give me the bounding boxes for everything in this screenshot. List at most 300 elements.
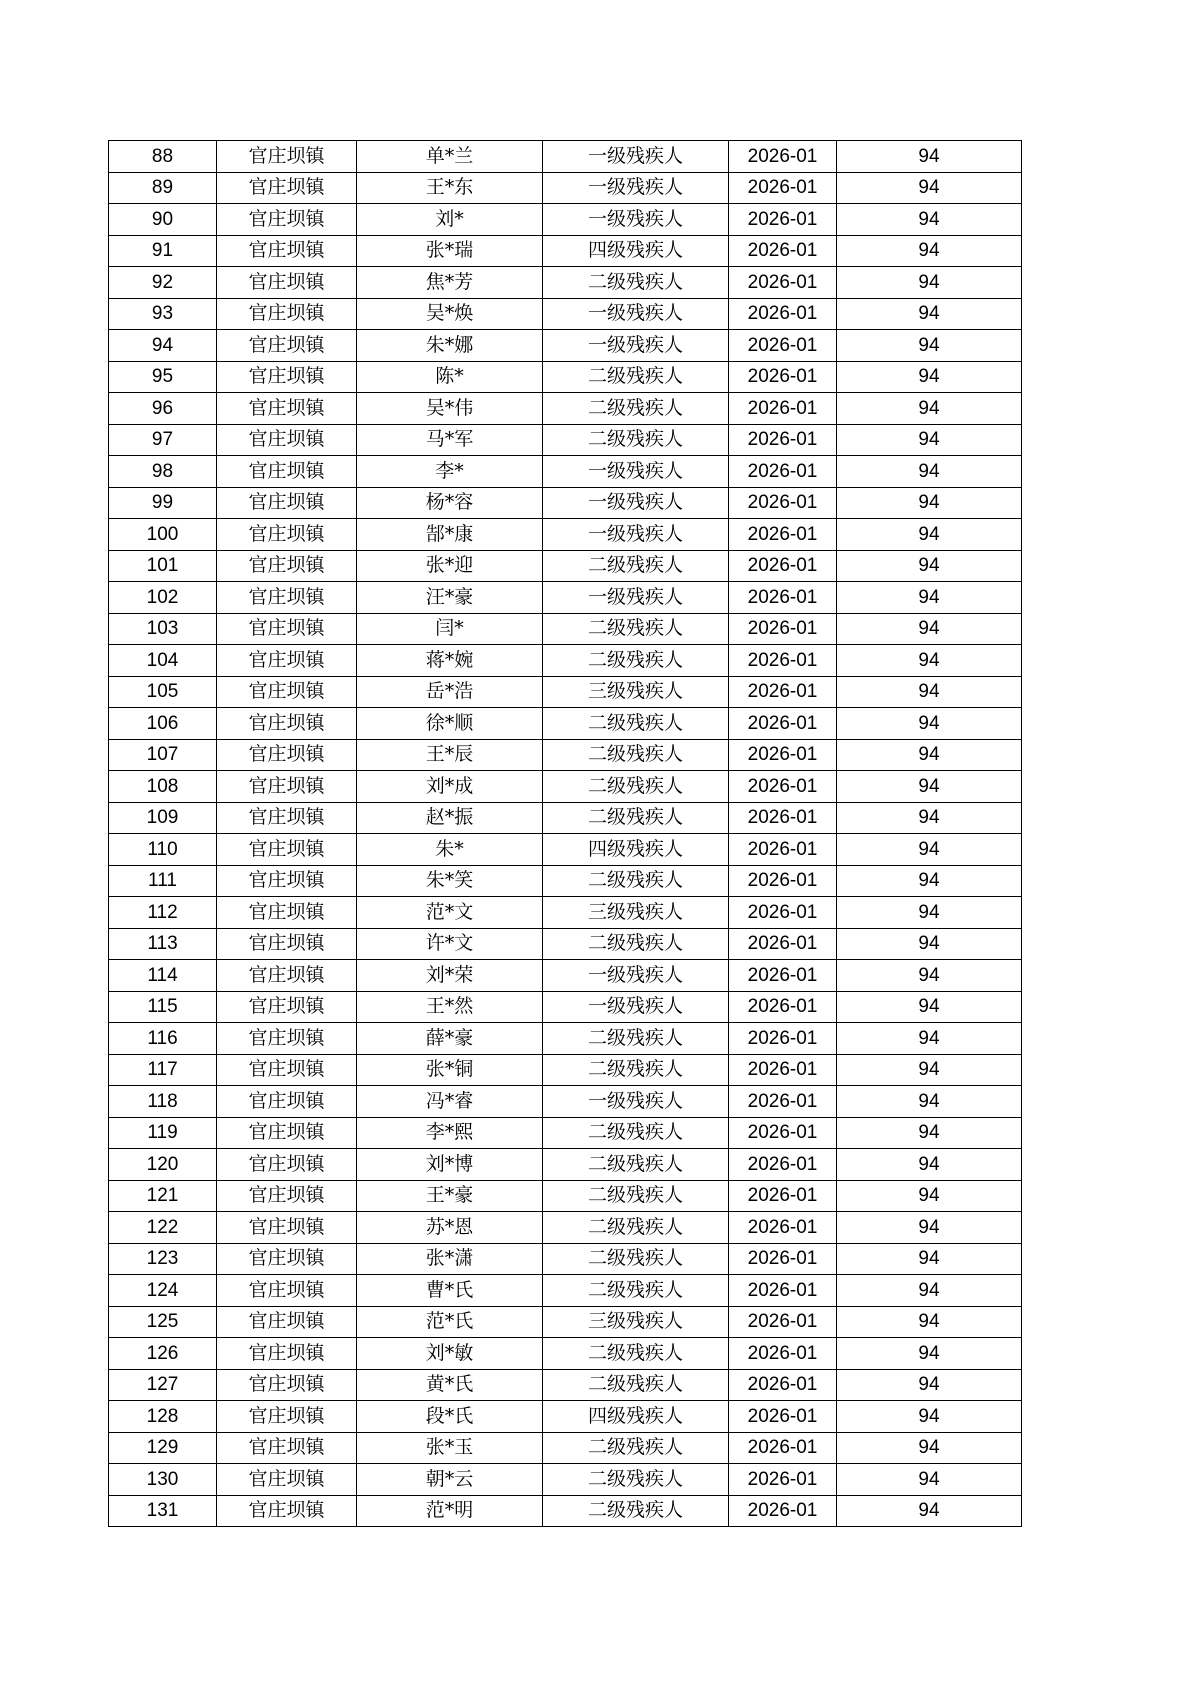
cell-month: 2026-01: [729, 298, 837, 330]
cell-disability-level: 一级残疾人: [543, 1086, 729, 1118]
cell-month: 2026-01: [729, 330, 837, 362]
cell-town: 官庄坝镇: [217, 456, 357, 488]
cell-town: 官庄坝镇: [217, 1180, 357, 1212]
subsidy-table: [108, 140, 1022, 1527]
cell-disability-level: 二级残疾人: [543, 708, 729, 740]
cell-amount: 94: [837, 991, 1022, 1023]
cell-town: 官庄坝镇: [217, 550, 357, 582]
cell-month: 2026-01: [729, 456, 837, 488]
cell-person-name: 朱*娜: [357, 330, 543, 362]
cell-person-name: 张*玉: [357, 1432, 543, 1464]
cell-serial-number: 117: [109, 1054, 217, 1086]
cell-serial-number: 99: [109, 487, 217, 519]
cell-month: 2026-01: [729, 1212, 837, 1244]
cell-town: 官庄坝镇: [217, 1086, 357, 1118]
cell-town: 官庄坝镇: [217, 487, 357, 519]
cell-disability-level: 二级残疾人: [543, 424, 729, 456]
table-row: [109, 1464, 1022, 1496]
cell-month: 2026-01: [729, 739, 837, 771]
table-row: [109, 1306, 1022, 1338]
cell-serial-number: 119: [109, 1117, 217, 1149]
cell-serial-number: 105: [109, 676, 217, 708]
cell-amount: 94: [837, 267, 1022, 299]
cell-town: 官庄坝镇: [217, 1338, 357, 1370]
cell-town: 官庄坝镇: [217, 1212, 357, 1244]
cell-person-name: 蒋*婉: [357, 645, 543, 677]
cell-serial-number: 109: [109, 802, 217, 834]
cell-person-name: 吴*焕: [357, 298, 543, 330]
cell-disability-level: 二级残疾人: [543, 1464, 729, 1496]
table-row: [109, 928, 1022, 960]
cell-month: 2026-01: [729, 1243, 837, 1275]
cell-serial-number: 98: [109, 456, 217, 488]
table-row: [109, 991, 1022, 1023]
cell-amount: 94: [837, 928, 1022, 960]
cell-month: 2026-01: [729, 1432, 837, 1464]
cell-person-name: 张*铜: [357, 1054, 543, 1086]
cell-month: 2026-01: [729, 865, 837, 897]
cell-amount: 94: [837, 550, 1022, 582]
cell-person-name: 陈*: [357, 361, 543, 393]
cell-amount: 94: [837, 204, 1022, 236]
cell-disability-level: 一级残疾人: [543, 582, 729, 614]
cell-amount: 94: [837, 865, 1022, 897]
cell-serial-number: 106: [109, 708, 217, 740]
cell-month: 2026-01: [729, 361, 837, 393]
cell-disability-level: 二级残疾人: [543, 1369, 729, 1401]
cell-person-name: 刘*博: [357, 1149, 543, 1181]
cell-disability-level: 四级残疾人: [543, 235, 729, 267]
table-row: [109, 582, 1022, 614]
cell-month: 2026-01: [729, 204, 837, 236]
cell-amount: 94: [837, 1086, 1022, 1118]
cell-person-name: 徐*顺: [357, 708, 543, 740]
cell-person-name: 范*明: [357, 1495, 543, 1527]
cell-town: 官庄坝镇: [217, 235, 357, 267]
cell-month: 2026-01: [729, 676, 837, 708]
cell-month: 2026-01: [729, 1338, 837, 1370]
table-row: [109, 960, 1022, 992]
table-row: [109, 676, 1022, 708]
cell-disability-level: 一级残疾人: [543, 204, 729, 236]
table-row: [109, 1212, 1022, 1244]
cell-disability-level: 四级残疾人: [543, 1401, 729, 1433]
cell-amount: 94: [837, 771, 1022, 803]
cell-person-name: 刘*: [357, 204, 543, 236]
cell-person-name: 张*迎: [357, 550, 543, 582]
cell-amount: 94: [837, 1338, 1022, 1370]
cell-town: 官庄坝镇: [217, 1432, 357, 1464]
cell-person-name: 冯*睿: [357, 1086, 543, 1118]
cell-amount: 94: [837, 739, 1022, 771]
cell-amount: 94: [837, 487, 1022, 519]
cell-town: 官庄坝镇: [217, 834, 357, 866]
cell-disability-level: 二级残疾人: [543, 865, 729, 897]
cell-person-name: 曹*氏: [357, 1275, 543, 1307]
cell-disability-level: 二级残疾人: [543, 1495, 729, 1527]
cell-amount: 94: [837, 298, 1022, 330]
table-row: [109, 1275, 1022, 1307]
cell-town: 官庄坝镇: [217, 1369, 357, 1401]
cell-disability-level: 二级残疾人: [543, 645, 729, 677]
cell-amount: 94: [837, 708, 1022, 740]
cell-serial-number: 121: [109, 1180, 217, 1212]
cell-month: 2026-01: [729, 1117, 837, 1149]
cell-town: 官庄坝镇: [217, 1464, 357, 1496]
table-row: [109, 1054, 1022, 1086]
table-row: [109, 1369, 1022, 1401]
cell-disability-level: 二级残疾人: [543, 802, 729, 834]
table-row: [109, 330, 1022, 362]
cell-town: 官庄坝镇: [217, 1275, 357, 1307]
cell-amount: 94: [837, 330, 1022, 362]
cell-town: 官庄坝镇: [217, 802, 357, 834]
cell-serial-number: 92: [109, 267, 217, 299]
table-row: [109, 141, 1022, 173]
cell-amount: 94: [837, 1023, 1022, 1055]
cell-person-name: 王*辰: [357, 739, 543, 771]
cell-serial-number: 100: [109, 519, 217, 551]
cell-town: 官庄坝镇: [217, 1023, 357, 1055]
cell-person-name: 李*: [357, 456, 543, 488]
cell-disability-level: 三级残疾人: [543, 1306, 729, 1338]
cell-month: 2026-01: [729, 235, 837, 267]
cell-serial-number: 124: [109, 1275, 217, 1307]
cell-person-name: 闫*: [357, 613, 543, 645]
cell-person-name: 范*氏: [357, 1306, 543, 1338]
cell-person-name: 刘*荣: [357, 960, 543, 992]
cell-disability-level: 二级残疾人: [543, 613, 729, 645]
cell-amount: 94: [837, 1432, 1022, 1464]
cell-disability-level: 三级残疾人: [543, 897, 729, 929]
cell-town: 官庄坝镇: [217, 960, 357, 992]
table-row: [109, 613, 1022, 645]
cell-town: 官庄坝镇: [217, 267, 357, 299]
cell-amount: 94: [837, 1369, 1022, 1401]
cell-disability-level: 一级残疾人: [543, 960, 729, 992]
cell-month: 2026-01: [729, 550, 837, 582]
cell-disability-level: 二级残疾人: [543, 1243, 729, 1275]
cell-serial-number: 127: [109, 1369, 217, 1401]
cell-amount: 94: [837, 582, 1022, 614]
table-row: [109, 267, 1022, 299]
cell-town: 官庄坝镇: [217, 330, 357, 362]
cell-serial-number: 131: [109, 1495, 217, 1527]
cell-person-name: 黄*氏: [357, 1369, 543, 1401]
cell-amount: 94: [837, 1180, 1022, 1212]
cell-serial-number: 91: [109, 235, 217, 267]
cell-person-name: 杨*容: [357, 487, 543, 519]
cell-person-name: 郜*康: [357, 519, 543, 551]
cell-month: 2026-01: [729, 487, 837, 519]
table-row: [109, 1086, 1022, 1118]
cell-town: 官庄坝镇: [217, 1054, 357, 1086]
cell-amount: 94: [837, 172, 1022, 204]
cell-town: 官庄坝镇: [217, 991, 357, 1023]
cell-month: 2026-01: [729, 991, 837, 1023]
cell-disability-level: 一级残疾人: [543, 141, 729, 173]
cell-town: 官庄坝镇: [217, 204, 357, 236]
table-row: [109, 1149, 1022, 1181]
cell-serial-number: 96: [109, 393, 217, 425]
cell-amount: 94: [837, 361, 1022, 393]
cell-month: 2026-01: [729, 1495, 837, 1527]
table-row: [109, 708, 1022, 740]
cell-person-name: 刘*敏: [357, 1338, 543, 1370]
cell-disability-level: 二级残疾人: [543, 739, 729, 771]
cell-person-name: 焦*芳: [357, 267, 543, 299]
cell-serial-number: 126: [109, 1338, 217, 1370]
cell-amount: 94: [837, 456, 1022, 488]
cell-month: 2026-01: [729, 834, 837, 866]
cell-serial-number: 125: [109, 1306, 217, 1338]
cell-town: 官庄坝镇: [217, 393, 357, 425]
cell-disability-level: 三级残疾人: [543, 676, 729, 708]
table-row: [109, 1401, 1022, 1433]
cell-person-name: 马*军: [357, 424, 543, 456]
table-row: [109, 298, 1022, 330]
table-row: [109, 424, 1022, 456]
cell-amount: 94: [837, 1495, 1022, 1527]
cell-town: 官庄坝镇: [217, 739, 357, 771]
cell-town: 官庄坝镇: [217, 897, 357, 929]
cell-person-name: 岳*浩: [357, 676, 543, 708]
cell-amount: 94: [837, 1464, 1022, 1496]
cell-month: 2026-01: [729, 519, 837, 551]
table-row: [109, 361, 1022, 393]
cell-disability-level: 二级残疾人: [543, 1054, 729, 1086]
cell-disability-level: 二级残疾人: [543, 928, 729, 960]
cell-serial-number: 93: [109, 298, 217, 330]
cell-serial-number: 122: [109, 1212, 217, 1244]
cell-serial-number: 103: [109, 613, 217, 645]
cell-person-name: 朱*笑: [357, 865, 543, 897]
cell-person-name: 张*瑞: [357, 235, 543, 267]
cell-disability-level: 二级残疾人: [543, 771, 729, 803]
cell-town: 官庄坝镇: [217, 1149, 357, 1181]
cell-town: 官庄坝镇: [217, 613, 357, 645]
table-row: [109, 1432, 1022, 1464]
cell-amount: 94: [837, 141, 1022, 173]
cell-month: 2026-01: [729, 1401, 837, 1433]
cell-serial-number: 111: [109, 865, 217, 897]
cell-serial-number: 108: [109, 771, 217, 803]
cell-town: 官庄坝镇: [217, 676, 357, 708]
cell-serial-number: 116: [109, 1023, 217, 1055]
cell-person-name: 赵*振: [357, 802, 543, 834]
cell-serial-number: 120: [109, 1149, 217, 1181]
cell-person-name: 汪*豪: [357, 582, 543, 614]
cell-person-name: 王*东: [357, 172, 543, 204]
cell-serial-number: 118: [109, 1086, 217, 1118]
cell-serial-number: 95: [109, 361, 217, 393]
cell-person-name: 朱*: [357, 834, 543, 866]
cell-amount: 94: [837, 1054, 1022, 1086]
cell-amount: 94: [837, 393, 1022, 425]
cell-disability-level: 二级残疾人: [543, 550, 729, 582]
cell-serial-number: 89: [109, 172, 217, 204]
cell-amount: 94: [837, 1243, 1022, 1275]
cell-amount: 94: [837, 1149, 1022, 1181]
cell-month: 2026-01: [729, 267, 837, 299]
cell-town: 官庄坝镇: [217, 141, 357, 173]
cell-serial-number: 90: [109, 204, 217, 236]
cell-serial-number: 113: [109, 928, 217, 960]
cell-disability-level: 一级残疾人: [543, 330, 729, 362]
table-row: [109, 1180, 1022, 1212]
table-row: [109, 1495, 1022, 1527]
cell-amount: 94: [837, 834, 1022, 866]
cell-disability-level: 一级残疾人: [543, 298, 729, 330]
cell-person-name: 段*氏: [357, 1401, 543, 1433]
cell-disability-level: 二级残疾人: [543, 1149, 729, 1181]
cell-town: 官庄坝镇: [217, 1401, 357, 1433]
cell-town: 官庄坝镇: [217, 172, 357, 204]
cell-person-name: 张*潇: [357, 1243, 543, 1275]
cell-disability-level: 二级残疾人: [543, 1338, 729, 1370]
cell-month: 2026-01: [729, 1180, 837, 1212]
cell-serial-number: 123: [109, 1243, 217, 1275]
table-row: [109, 456, 1022, 488]
cell-serial-number: 102: [109, 582, 217, 614]
cell-disability-level: 二级残疾人: [543, 361, 729, 393]
cell-amount: 94: [837, 645, 1022, 677]
table-row: [109, 897, 1022, 929]
cell-disability-level: 二级残疾人: [543, 1212, 729, 1244]
cell-month: 2026-01: [729, 897, 837, 929]
cell-disability-level: 二级残疾人: [543, 393, 729, 425]
cell-month: 2026-01: [729, 393, 837, 425]
cell-month: 2026-01: [729, 424, 837, 456]
cell-person-name: 许*文: [357, 928, 543, 960]
cell-disability-level: 一级残疾人: [543, 519, 729, 551]
cell-month: 2026-01: [729, 771, 837, 803]
table-row: [109, 802, 1022, 834]
table-row: [109, 1117, 1022, 1149]
cell-serial-number: 107: [109, 739, 217, 771]
cell-town: 官庄坝镇: [217, 1117, 357, 1149]
cell-serial-number: 130: [109, 1464, 217, 1496]
cell-amount: 94: [837, 519, 1022, 551]
cell-town: 官庄坝镇: [217, 361, 357, 393]
cell-amount: 94: [837, 802, 1022, 834]
cell-disability-level: 一级残疾人: [543, 487, 729, 519]
cell-serial-number: 110: [109, 834, 217, 866]
cell-person-name: 薛*豪: [357, 1023, 543, 1055]
cell-disability-level: 四级残疾人: [543, 834, 729, 866]
cell-amount: 94: [837, 235, 1022, 267]
table-row: [109, 1243, 1022, 1275]
table-row: [109, 865, 1022, 897]
cell-person-name: 李*熙: [357, 1117, 543, 1149]
table-row: [109, 1338, 1022, 1370]
cell-disability-level: 一级残疾人: [543, 991, 729, 1023]
cell-month: 2026-01: [729, 1464, 837, 1496]
cell-amount: 94: [837, 1212, 1022, 1244]
cell-town: 官庄坝镇: [217, 708, 357, 740]
cell-month: 2026-01: [729, 1054, 837, 1086]
table-body: [109, 141, 1022, 1527]
cell-person-name: 王*然: [357, 991, 543, 1023]
cell-person-name: 刘*成: [357, 771, 543, 803]
cell-month: 2026-01: [729, 802, 837, 834]
cell-disability-level: 二级残疾人: [543, 267, 729, 299]
cell-disability-level: 二级残疾人: [543, 1180, 729, 1212]
cell-amount: 94: [837, 1306, 1022, 1338]
table-row: [109, 172, 1022, 204]
cell-month: 2026-01: [729, 1275, 837, 1307]
cell-person-name: 范*文: [357, 897, 543, 929]
table-row: [109, 550, 1022, 582]
cell-town: 官庄坝镇: [217, 424, 357, 456]
table-row: [109, 771, 1022, 803]
cell-month: 2026-01: [729, 172, 837, 204]
cell-town: 官庄坝镇: [217, 771, 357, 803]
cell-town: 官庄坝镇: [217, 298, 357, 330]
cell-amount: 94: [837, 897, 1022, 929]
cell-month: 2026-01: [729, 613, 837, 645]
cell-month: 2026-01: [729, 928, 837, 960]
cell-serial-number: 101: [109, 550, 217, 582]
table-row: [109, 487, 1022, 519]
table-row: [109, 645, 1022, 677]
table-row: [109, 1023, 1022, 1055]
cell-month: 2026-01: [729, 582, 837, 614]
cell-serial-number: 97: [109, 424, 217, 456]
cell-person-name: 吴*伟: [357, 393, 543, 425]
cell-month: 2026-01: [729, 960, 837, 992]
cell-person-name: 朝*云: [357, 1464, 543, 1496]
cell-disability-level: 二级残疾人: [543, 1117, 729, 1149]
cell-serial-number: 128: [109, 1401, 217, 1433]
cell-month: 2026-01: [729, 1149, 837, 1181]
cell-amount: 94: [837, 424, 1022, 456]
cell-town: 官庄坝镇: [217, 519, 357, 551]
cell-amount: 94: [837, 1401, 1022, 1433]
cell-disability-level: 二级残疾人: [543, 1023, 729, 1055]
cell-serial-number: 104: [109, 645, 217, 677]
cell-disability-level: 二级残疾人: [543, 1275, 729, 1307]
table-row: [109, 739, 1022, 771]
table-row: [109, 519, 1022, 551]
cell-month: 2026-01: [729, 708, 837, 740]
cell-amount: 94: [837, 1275, 1022, 1307]
table-row: [109, 235, 1022, 267]
cell-serial-number: 88: [109, 141, 217, 173]
cell-town: 官庄坝镇: [217, 865, 357, 897]
cell-month: 2026-01: [729, 141, 837, 173]
cell-amount: 94: [837, 613, 1022, 645]
cell-serial-number: 129: [109, 1432, 217, 1464]
cell-town: 官庄坝镇: [217, 582, 357, 614]
cell-town: 官庄坝镇: [217, 1243, 357, 1275]
cell-month: 2026-01: [729, 1369, 837, 1401]
cell-disability-level: 一级残疾人: [543, 456, 729, 488]
cell-person-name: 王*豪: [357, 1180, 543, 1212]
cell-town: 官庄坝镇: [217, 645, 357, 677]
cell-month: 2026-01: [729, 1023, 837, 1055]
table-row: [109, 204, 1022, 236]
cell-person-name: 苏*恩: [357, 1212, 543, 1244]
table-row: [109, 393, 1022, 425]
cell-month: 2026-01: [729, 645, 837, 677]
cell-amount: 94: [837, 1117, 1022, 1149]
cell-person-name: 单*兰: [357, 141, 543, 173]
table-row: [109, 834, 1022, 866]
cell-serial-number: 112: [109, 897, 217, 929]
cell-serial-number: 114: [109, 960, 217, 992]
cell-serial-number: 94: [109, 330, 217, 362]
